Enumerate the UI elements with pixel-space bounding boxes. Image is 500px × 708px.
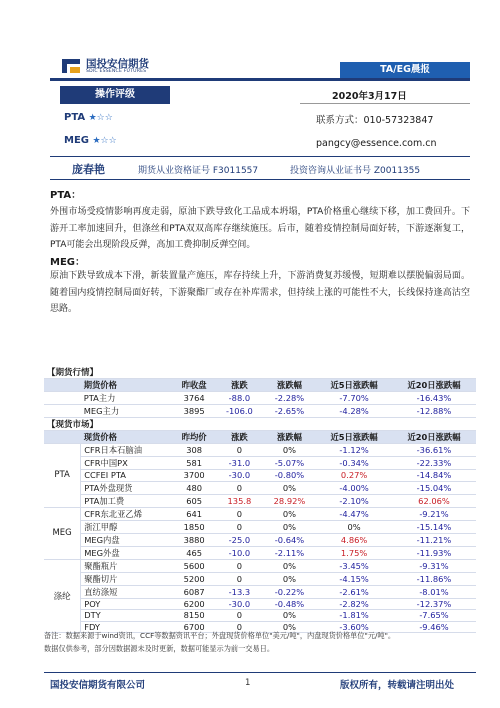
- section-text-pta: 外围市场受疫情影响再度走弱，原油下跌导致化工品成本坍塌，PTA价格重心继续下移，加工费回升。下游开工率加速回升，但涤丝和PTA双双高库存继续施压。后市，随着疫情控制局面好转，下游逐渐复工，PTA可能会出现阶段反弹，高加工费抑制反弹空间。: [50, 207, 470, 250]
- table-cell: -14.84%: [392, 470, 476, 482]
- column-header: 涨跌: [216, 431, 263, 444]
- table-cell: 465: [172, 546, 216, 559]
- table-cell: -31.0: [216, 457, 263, 470]
- table-cell: 641: [172, 507, 216, 520]
- table-cell: -5.07%: [263, 457, 317, 470]
- table-cell: 0%: [263, 444, 317, 457]
- row-label: POY: [81, 598, 172, 610]
- table-notes: [44, 629, 476, 655]
- table-cell: -11.86%: [392, 572, 476, 585]
- table-cell: 3700: [172, 470, 216, 482]
- table-cell: 0%: [263, 610, 317, 622]
- table-cell: 0%: [263, 520, 317, 533]
- section-text-meg: 原油下跌导致成本下滑，新装置量产施压，库存持续上升，下游消费复苏缓慢，短期难以摆脱偏弱局面。随着国内疫情控制局面好转，下游聚酯厂或存在补库需求，但持续上涨的可能性不大，长线保持逢高沽空思路。: [50, 271, 470, 314]
- column-header: 期货价格: [81, 379, 172, 392]
- table-cell: -4.47%: [316, 507, 392, 520]
- author-cert-futures: 期货从业资格证号 F3011557: [138, 166, 259, 176]
- column-header: 近20日涨跌幅: [392, 379, 476, 392]
- rating-pta-name: PTA: [64, 112, 86, 123]
- table-cell: 8150: [172, 610, 216, 622]
- table-cell: -22.33%: [392, 457, 476, 470]
- table-cell: 0%: [316, 520, 392, 533]
- column-header: 现货价格: [81, 431, 172, 444]
- note-line-1: 备注：数据来源于wind资讯，CCF等数据资讯平台；外盘现货价格单位"美元/吨"，内盘现货价格单位"元/吨"。: [44, 631, 396, 640]
- table-cell: -10.0: [216, 546, 263, 559]
- author-name: 庞春艳: [72, 163, 105, 176]
- table-cell: -36.61%: [392, 444, 476, 457]
- table-cell: -0.64%: [263, 533, 317, 546]
- table-cell: 0: [216, 507, 263, 520]
- row-label: MEG外盘: [81, 546, 172, 559]
- table-cell: -9.21%: [392, 507, 476, 520]
- table-cell: 0: [216, 444, 263, 457]
- rating-meg-stars: ★☆☆: [92, 136, 117, 146]
- note-line-2: 数据仅供参考，部分因数据源未及时更新，数据可能显示为前一交易日。: [44, 644, 275, 653]
- table-cell: -4.28%: [316, 405, 392, 418]
- page-number: 1: [245, 678, 251, 688]
- header-spacer: [44, 379, 81, 392]
- row-label: 浙江甲醇: [81, 520, 172, 533]
- market-data-table: [44, 366, 476, 633]
- table-cell: -2.65%: [263, 405, 317, 418]
- rating-meg: [64, 135, 117, 146]
- table-cell: 5200: [172, 572, 216, 585]
- table-row: [44, 470, 476, 482]
- table-cell: -11.21%: [392, 533, 476, 546]
- table-cell: 308: [172, 444, 216, 457]
- table-cell: -1.12%: [316, 444, 392, 457]
- row-label: CFR东北亚乙烯: [81, 507, 172, 520]
- column-header: 近20日涨跌幅: [392, 431, 476, 444]
- contact-email[interactable]: pangcy@essence.com.cn: [316, 138, 437, 149]
- row-label: PTA主力: [81, 392, 172, 405]
- row-label: DTY: [81, 610, 172, 622]
- table-cell: 6700: [172, 621, 216, 633]
- row-label: PTA加工费: [81, 494, 172, 507]
- table-cell: 0: [216, 610, 263, 622]
- table-cell: 581: [172, 457, 216, 470]
- table-cell: 5600: [172, 559, 216, 572]
- row-label: 直纺涤短: [81, 585, 172, 598]
- logo-text-en: SDIC ESSENCE FUTURES: [86, 69, 147, 74]
- table-row: [44, 481, 476, 494]
- table-cell: -3.60%: [316, 621, 392, 633]
- author-divider-top: [50, 156, 470, 157]
- table-cell: 3880: [172, 533, 216, 546]
- table-cell: -2.28%: [263, 392, 317, 405]
- table-cell: -1.81%: [316, 610, 392, 622]
- spot-header-row: [44, 431, 476, 444]
- table-cell: -2.61%: [316, 585, 392, 598]
- table-cell: 0: [216, 621, 263, 633]
- table-row: [44, 585, 476, 598]
- footer-divider: [44, 672, 476, 673]
- table-cell: -2.11%: [263, 546, 317, 559]
- table-cell: 0%: [263, 559, 317, 572]
- table-cell: 6087: [172, 585, 216, 598]
- category-label: 涤纶: [44, 559, 81, 633]
- row-label: 聚酯瓶片: [81, 559, 172, 572]
- table-row: [44, 546, 476, 559]
- table-cell: 0.27%: [316, 470, 392, 482]
- table-row: [44, 444, 476, 457]
- table-cell: 3895: [172, 405, 216, 418]
- table-cell: 28.92%: [263, 494, 317, 507]
- column-header: 昨收盘: [172, 379, 216, 392]
- logo-mark-icon: [60, 56, 82, 76]
- column-header: 昨均价: [172, 431, 216, 444]
- section-title-meg: MEG：: [50, 257, 85, 268]
- row-label: CCFEI PTA: [81, 470, 172, 482]
- table-cell: -2.10%: [316, 494, 392, 507]
- table-cell: -30.0: [216, 598, 263, 610]
- table-cell: 0%: [263, 621, 317, 633]
- table-cell: 6200: [172, 598, 216, 610]
- column-header: 近5日涨跌幅: [316, 431, 392, 444]
- table-cell: 0: [216, 572, 263, 585]
- table-cell: -4.00%: [316, 481, 392, 494]
- row-label: MEG主力: [81, 405, 172, 418]
- table-cell: 0: [216, 481, 263, 494]
- report-date: 2020年3月17日: [332, 91, 407, 102]
- table-cell: -12.88%: [392, 405, 476, 418]
- category-cell: [44, 405, 81, 418]
- section-title-pta: PTA：: [50, 190, 82, 201]
- report-tag: TA/EG晨报: [340, 62, 470, 78]
- table-cell: 0: [216, 520, 263, 533]
- table-row: [44, 457, 476, 470]
- table-row: [44, 392, 476, 405]
- table-cell: 0%: [263, 572, 317, 585]
- table-cell: -15.14%: [392, 520, 476, 533]
- table-row: [44, 405, 476, 418]
- table-cell: 3764: [172, 392, 216, 405]
- table-cell: -8.01%: [392, 585, 476, 598]
- header-divider: [50, 78, 470, 81]
- table-row: [44, 610, 476, 622]
- row-label: FDY: [81, 621, 172, 633]
- footer-company: 国投安信期货有限公司: [50, 680, 146, 691]
- contact-phone: 联系方式：010-57323847: [316, 115, 434, 126]
- table-cell: -9.31%: [392, 559, 476, 572]
- row-label: CFR日本石脑油: [81, 444, 172, 457]
- column-header: 近5日涨跌幅: [316, 379, 392, 392]
- table-cell: -25.0: [216, 533, 263, 546]
- header-spacer: [44, 431, 81, 444]
- table-cell: -7.70%: [316, 392, 392, 405]
- spot-section-title-cell: 【现货市场】: [44, 418, 476, 431]
- column-header: 涨跌幅: [263, 431, 317, 444]
- rating-pta-stars: ★☆☆: [88, 113, 113, 123]
- table-row: [44, 598, 476, 610]
- table-row: [44, 572, 476, 585]
- table-cell: 605: [172, 494, 216, 507]
- table-cell: -11.93%: [392, 546, 476, 559]
- table-cell: 4.86%: [316, 533, 392, 546]
- table-row: [44, 559, 476, 572]
- table-cell: 480: [172, 481, 216, 494]
- table-cell: 0%: [263, 481, 317, 494]
- table-cell: 0: [216, 559, 263, 572]
- spot-section-title: [44, 418, 476, 431]
- row-label: MEG内盘: [81, 533, 172, 546]
- footer-copyright: 版权所有，转载请注明出处: [340, 680, 455, 691]
- row-label: 聚酯切片: [81, 572, 172, 585]
- company-logo: [60, 56, 170, 78]
- date-divider: [300, 103, 470, 104]
- table-row: [44, 494, 476, 507]
- table-cell: -88.0: [216, 392, 263, 405]
- table-cell: -4.15%: [316, 572, 392, 585]
- table-row: [44, 533, 476, 546]
- table-cell: -30.0: [216, 470, 263, 482]
- rating-pta: [64, 112, 113, 123]
- futures-header-row: [44, 379, 476, 392]
- column-header: 涨跌: [216, 379, 263, 392]
- table-cell: -0.80%: [263, 470, 317, 482]
- author-divider-bottom: [50, 179, 470, 180]
- rating-title: 操作评级: [60, 86, 170, 104]
- futures-section-title: [44, 366, 476, 379]
- table-cell: -9.46%: [392, 621, 476, 633]
- table-cell: -0.22%: [263, 585, 317, 598]
- table-cell: -13.3: [216, 585, 263, 598]
- column-header: 涨跌幅: [263, 379, 317, 392]
- table-cell: -2.82%: [316, 598, 392, 610]
- logo-text-cn: 国投安信期货: [86, 58, 149, 70]
- table-row: [44, 520, 476, 533]
- table-cell: -3.45%: [316, 559, 392, 572]
- category-label: PTA: [44, 444, 81, 508]
- row-label: CFR中国PX: [81, 457, 172, 470]
- table-cell: -0.34%: [316, 457, 392, 470]
- table-cell: 62.06%: [392, 494, 476, 507]
- table-cell: -0.48%: [263, 598, 317, 610]
- table-cell: 135.8: [216, 494, 263, 507]
- futures-section-title-cell: 【期货行情】: [44, 366, 476, 379]
- category-cell: [44, 392, 81, 405]
- table-cell: 0%: [263, 507, 317, 520]
- rating-meg-name: MEG: [64, 135, 89, 146]
- table-cell: -106.0: [216, 405, 263, 418]
- author-cert-advisory: 投资咨询从业证书号 Z0011355: [290, 166, 421, 176]
- table-cell: -16.43%: [392, 392, 476, 405]
- table-cell: -12.37%: [392, 598, 476, 610]
- row-label: PTA外盘现货: [81, 481, 172, 494]
- table-row: [44, 507, 476, 520]
- table-cell: -15.04%: [392, 481, 476, 494]
- category-label: MEG: [44, 507, 81, 559]
- table-cell: -7.65%: [392, 610, 476, 622]
- table-cell: 1.75%: [316, 546, 392, 559]
- table-cell: 1850: [172, 520, 216, 533]
